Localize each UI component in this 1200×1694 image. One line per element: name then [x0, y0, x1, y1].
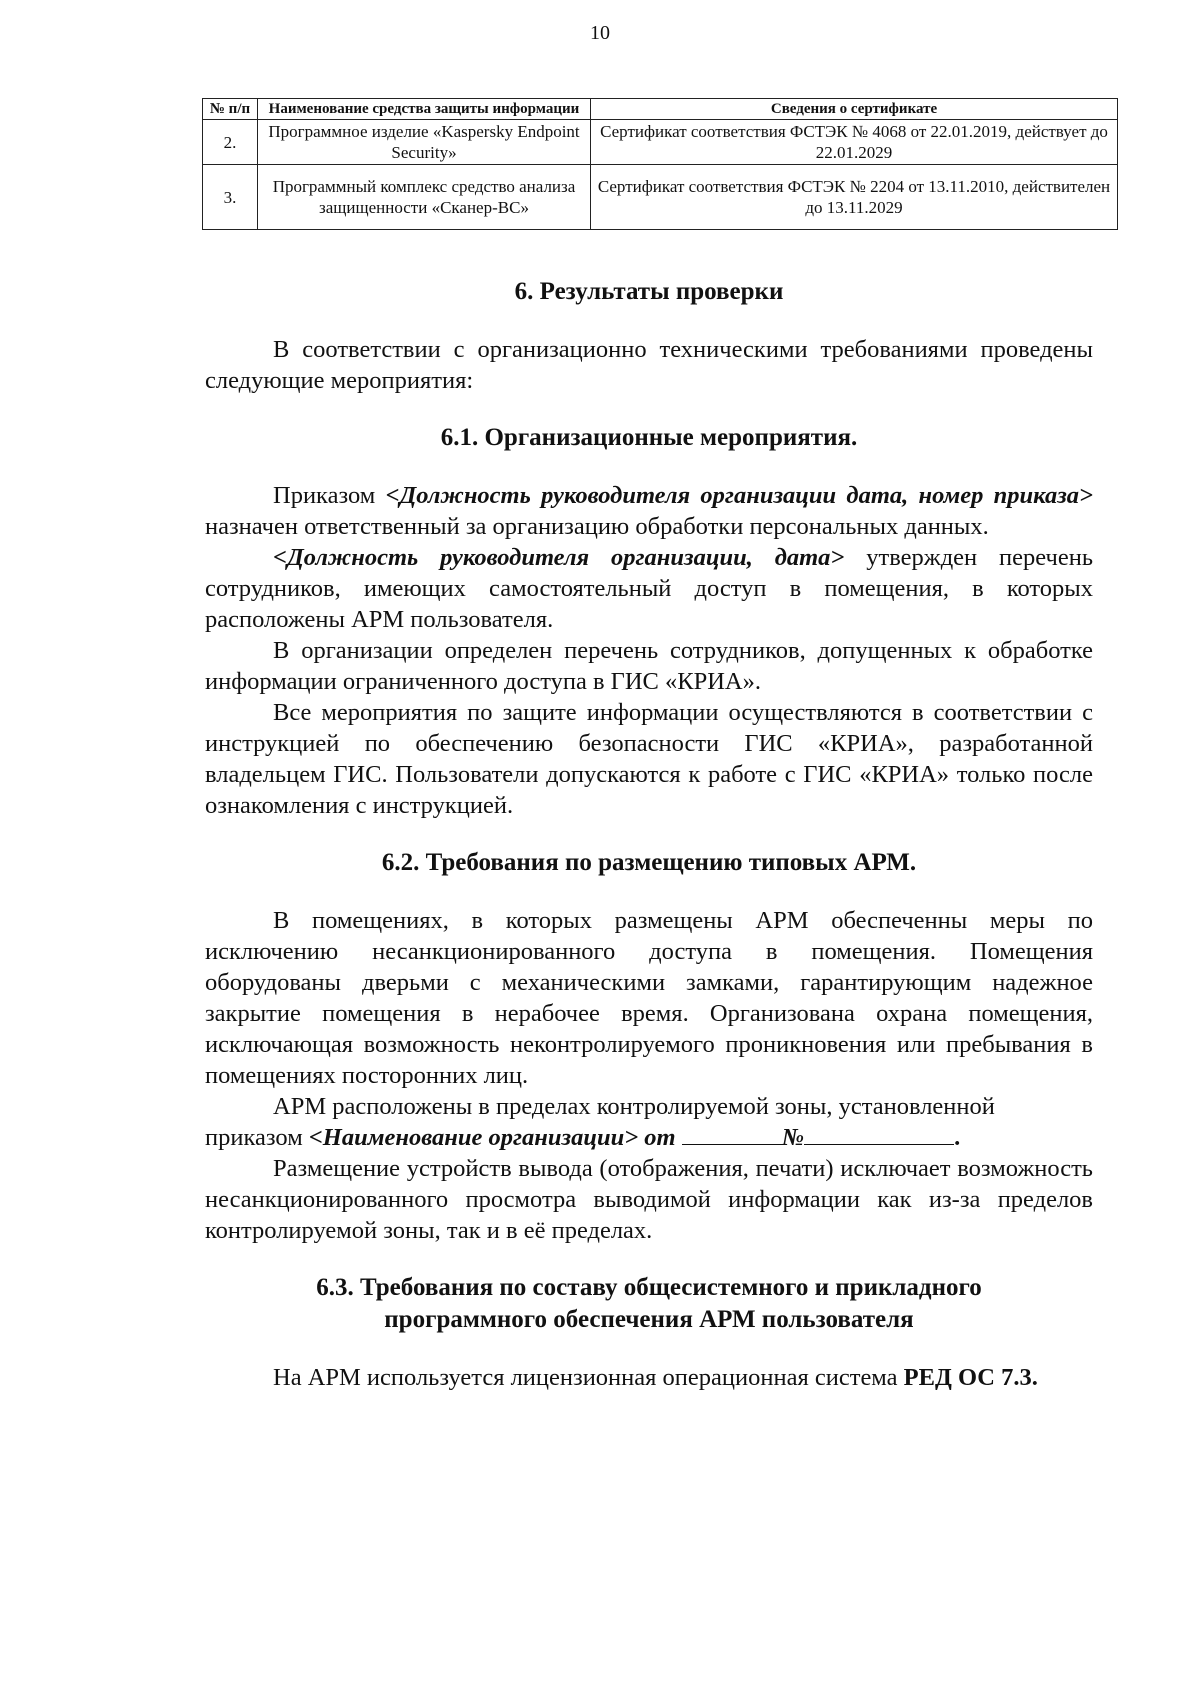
text-span: На АРМ используется лицензионная операционная система: [273, 1364, 904, 1391]
section-6-3-title: [205, 1272, 1093, 1336]
text-span: Приказом: [273, 482, 386, 509]
certificates-table: [202, 98, 1118, 230]
text-span: назначен ответственный за организацию обработки персональных данных.: [205, 513, 989, 540]
section-6-2-title: 6.2. Требования по размещению типовых АРМ.: [381, 849, 917, 876]
section-6-2-paragraph-1: В помещениях, в которых размещены АРМ обеспеченны меры по исключению несанкционированного доступа в помещения. Помещения оборудованы дверьми с механическими замками, гарантирующим надежное закрытие помещения в нерабочее время. Организована охрана помещения, исключающая возможность неконтролируемого проникновения или пребывания в помещениях посторонних лиц.: [205, 907, 1093, 1089]
document-body: [205, 276, 1093, 1393]
section-6-1-paragraph-1: [205, 480, 1093, 542]
header-cert: Сведения о сертификате: [591, 99, 1118, 120]
table-header-row: [203, 99, 1118, 120]
title-line: программного обеспечения АРМ пользователя: [384, 1306, 914, 1333]
page-number: 10: [590, 22, 610, 44]
header-num: № п/п: [203, 99, 258, 120]
cell-name: Программное изделие «Kaspersky Endpoint Security»: [258, 120, 591, 165]
number-sign: №: [781, 1124, 805, 1151]
cell-num: 2.: [203, 120, 258, 165]
section-6-2-paragraph-3: Размещение устройств вывода (отображения, печати) исключает возможность несанкционированного просмотра выводимой информации как из-за пределов контролируемой зоны, так и в её пределах.: [205, 1155, 1093, 1244]
text-span: утвержден перечень сотрудников, имеющих самостоятельный доступ в помещения, в которых расположены АРМ пользователя.: [205, 544, 1093, 633]
text-span: АРМ расположены в пределах контролируемой зоны, установленной приказом: [205, 1093, 995, 1151]
placeholder-field: <Должность руководителя организации, дата>: [273, 544, 845, 571]
section-6-1-paragraph-2: [205, 542, 1093, 635]
number-blank: [804, 1122, 954, 1145]
section-6-1-paragraph-3: В организации определен перечень сотрудников, допущенных к обработке информации ограниченного доступа в ГИС «КРИА».: [205, 637, 1093, 695]
section-6-1-paragraph-4: Все мероприятия по защите информации осуществляются в соответствии с инструкцией по обеспечению безопасности ГИС «КРИА», разработанной владельцем ГИС. Пользователи допускаются к работе с ГИС «КРИА» только после ознакомления с инструкцией.: [205, 699, 1093, 819]
section-6-3-paragraph-1: [205, 1362, 1093, 1393]
text-span: .: [954, 1124, 961, 1151]
section-6-2-paragraph-2: [205, 1091, 1093, 1153]
os-name: РЕД ОС 7.3.: [903, 1364, 1038, 1391]
header-name: Наименование средства защиты информации: [258, 99, 591, 120]
placeholder-field: <Должность руководителя организации дата, номер приказа>: [385, 482, 1093, 509]
cell-cert: Сертификат соответствия ФСТЭК № 2204 от 13.11.2010, действителен до 13.11.2029: [591, 165, 1118, 230]
placeholder-field: <Наименование организации> от: [308, 1124, 676, 1151]
table-row: [203, 120, 1118, 165]
cell-num: 3.: [203, 165, 258, 230]
section-6-intro: В соответствии с организационно техническими требованиями проведены следующие мероприятия:: [205, 336, 1093, 394]
title-line: 6.3. Требования по составу общесистемного и прикладного: [316, 1274, 982, 1301]
date-blank: [682, 1122, 782, 1145]
section-6-1-title: 6.1. Организационные мероприятия.: [440, 424, 858, 451]
cell-cert: Сертификат соответствия ФСТЭК № 4068 от 22.01.2019, действует до 22.01.2029: [591, 120, 1118, 165]
cell-name: Программный комплекс средство анализа защищенности «Сканер-ВС»: [258, 165, 591, 230]
table-row: [203, 165, 1118, 230]
section-6-title: 6. Результаты проверки: [514, 278, 784, 305]
